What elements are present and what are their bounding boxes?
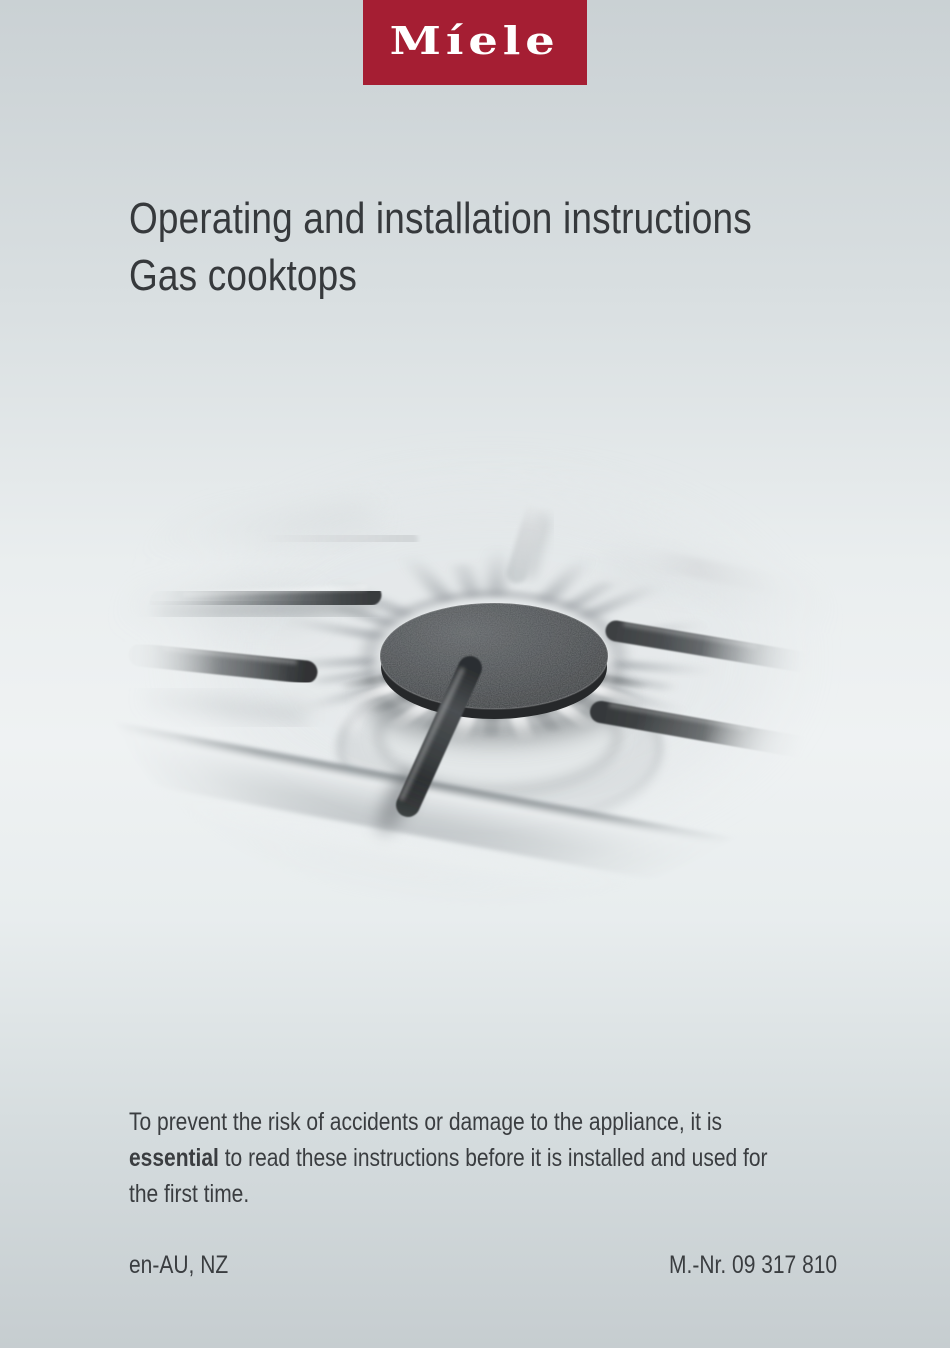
document-title — [129, 190, 752, 304]
gas-burner-illustration — [95, 430, 855, 930]
material-number: M.-Nr. 09 317 810 — [668, 1251, 837, 1279]
notice-bold-word: essential — [129, 1144, 219, 1172]
title-line-1: Operating and installation instructions — [129, 194, 752, 243]
language-code: en-AU, NZ — [129, 1251, 229, 1279]
title-line-2: Gas cooktops — [129, 251, 358, 300]
miele-logo — [363, 0, 587, 85]
safety-notice — [129, 1104, 768, 1212]
gas-burner-graphic — [95, 430, 855, 930]
notice-line-1: To prevent the risk of accidents or damage to the appliance, it is — [129, 1108, 723, 1136]
notice-line-2: to read these instructions before it is installed and used for — [218, 1144, 768, 1172]
notice-line-3: the first time. — [129, 1180, 250, 1208]
miele-logo-text: Míele — [390, 18, 560, 63]
